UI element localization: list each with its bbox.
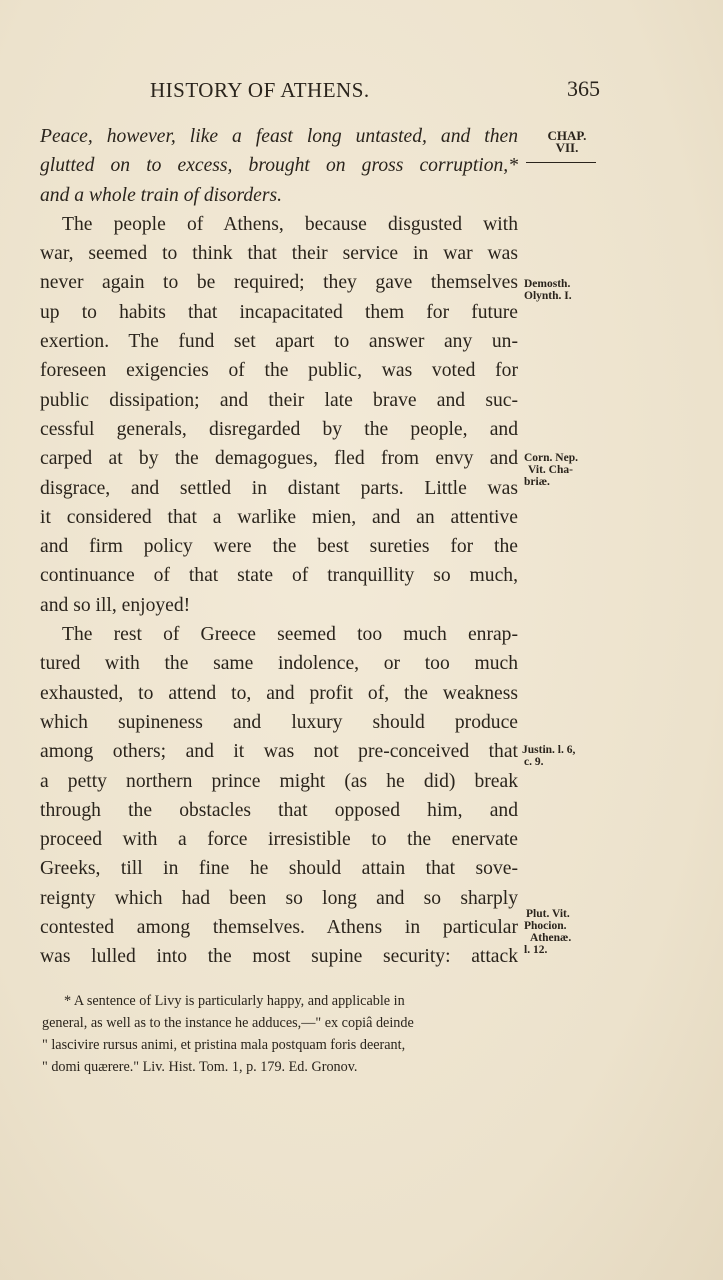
- text-line: tured with the same indolence, or too much: [40, 653, 518, 675]
- text-line: a petty northern prince might (as he did) break: [40, 770, 518, 792]
- margin-note-demosthenes: [524, 278, 572, 302]
- text-line: exertion. The fund set apart to answer any un-: [40, 331, 518, 353]
- text-line: was lulled into the most supine security: attack: [40, 946, 518, 968]
- text-line: war, seemed to think that their service in war was: [40, 243, 518, 265]
- margin-note-cornelius-nepos: [524, 452, 578, 488]
- margin-note-line: Athenæ.: [530, 932, 572, 944]
- text-line: and a whole train of disorders.: [40, 184, 283, 206]
- text-line: and firm policy were the best sureties for the: [40, 536, 518, 558]
- margin-note-line: Vit. Cha-: [528, 464, 573, 476]
- chapter-rule: [526, 162, 596, 163]
- text-line: proceed with a force irresistible to the enervate: [40, 829, 518, 851]
- page-number: 365: [567, 76, 600, 101]
- margin-note-line: Corn. Nep.: [524, 452, 578, 464]
- page-header: [150, 78, 600, 108]
- margin-note-line: Olynth. I.: [524, 290, 572, 302]
- text-line: reignty which had been so long and so sharply: [40, 887, 518, 909]
- margin-note-line: Justin. l. 6,: [522, 744, 576, 756]
- text-line: cessful generals, disregarded by the people, and: [40, 418, 518, 440]
- text-line: The rest of Greece seemed too much enrap-: [62, 624, 518, 646]
- text-line: up to habits that incapacitated them for future: [40, 301, 518, 323]
- footnote-line: " domi quærere." Liv. Hist. Tom. 1, p. 179. Ed. Gronov.: [42, 1059, 358, 1075]
- margin-note-line: Phocion.: [524, 920, 567, 932]
- text-line: which supineness and luxury should produce: [40, 711, 518, 733]
- margin-note-line: l. 12.: [524, 944, 548, 956]
- chapter-label: CHAP.: [547, 128, 587, 143]
- footnote-line: general, as well as to the instance he adduces,—" ex copiâ deinde: [42, 1015, 414, 1031]
- text-line: carped at by the demagogues, fled from envy and: [40, 448, 518, 470]
- chapter-number: VII.: [555, 140, 579, 155]
- margin-note-plutarch: [524, 908, 571, 956]
- margin-note-line: briæ.: [524, 476, 550, 488]
- text-line: public dissipation; and their late brave and suc-: [40, 389, 518, 411]
- margin-note-line: Demosth.: [524, 278, 571, 290]
- text-line: continuance of that state of tranquillity so much,: [40, 565, 518, 587]
- margin-note-justin: [522, 744, 575, 768]
- text-line: disgrace, and settled in distant parts. Little was: [40, 477, 518, 499]
- text-line: among others; and it was not pre-conceived that: [40, 741, 518, 763]
- text-line: through the obstacles that opposed him, and: [40, 799, 518, 821]
- running-title: HISTORY OF ATHENS.: [150, 78, 370, 102]
- text-line: never again to be required; they gave themselves: [40, 272, 518, 294]
- margin-note-line: c. 9.: [524, 756, 544, 768]
- margin-note-line: Plut. Vit.: [526, 908, 570, 920]
- footnote-line: " lascivire rursus animi, et pristina mala postquam foris deerant,: [42, 1037, 406, 1053]
- text-line: glutted on to excess, brought on gross corruption,*: [40, 155, 518, 177]
- footnote-line: * A sentence of Livy is particularly happy, and applicable in: [64, 993, 405, 1009]
- footnote: [42, 990, 520, 1078]
- text-line: contested among themselves. Athens in particular: [40, 917, 518, 939]
- body-text: [40, 122, 518, 972]
- text-line: and so ill, enjoyed!: [40, 594, 191, 616]
- text-line: exhausted, to attend to, and profit of, the weakness: [40, 682, 518, 704]
- text-line: foreseen exigencies of the public, was voted for: [40, 360, 518, 382]
- text-line: it considered that a warlike mien, and an attentive: [40, 506, 518, 528]
- text-line: The people of Athens, because disgusted with: [62, 213, 518, 235]
- margin-note-chapter: [538, 130, 596, 163]
- text-line: Greeks, till in fine he should attain that sove-: [40, 858, 518, 880]
- text-line: Peace, however, like a feast long untasted, and then: [40, 126, 518, 147]
